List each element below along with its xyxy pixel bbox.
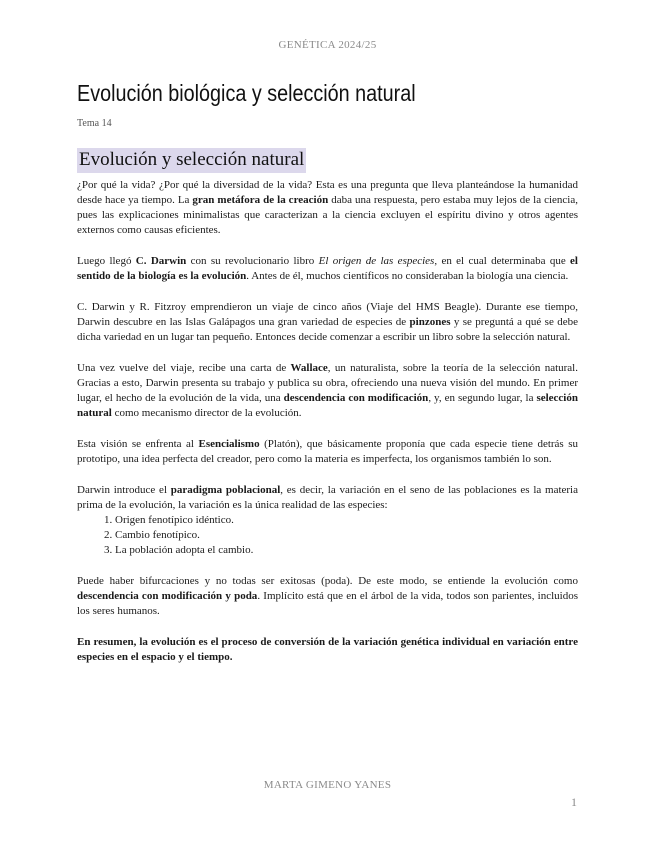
italic-book-title: El origen de las especies xyxy=(318,255,435,267)
document-title: Evolución biológica y selección natural xyxy=(77,80,416,106)
text-run: , y, en segundo lugar, la xyxy=(428,392,537,404)
bold-term: el sentido de la biología es la evolución xyxy=(77,255,578,282)
paragraph-5 xyxy=(77,437,578,467)
running-footer: MARTA GIMENO YANES xyxy=(263,779,392,791)
text-run: como mecanismo director de la evolución. xyxy=(111,407,302,419)
page-number: 1 xyxy=(571,795,577,809)
text-run: . Antes de él, muchos científicos no consideraban la biología una ciencia. xyxy=(246,270,569,282)
body-content xyxy=(77,178,578,681)
text-run: . Implícito está que en el árbol de la vida, todos son parientes, incluidos los seres humanos. xyxy=(77,590,578,617)
bold-term: paradigma poblacional xyxy=(170,484,281,496)
text-run: , en el cual determinaba que xyxy=(434,255,571,267)
bold-term: descendencia con modificación y poda xyxy=(77,590,258,602)
paragraph-7 xyxy=(77,574,578,619)
text-run: , un naturalista, sobre la teoría de la selección natural. Gracias a esto, Darwin presenta su trabajo y publica su obra, ofreciendo una nueva visión del mundo. En primer lugar, el hecho de la evolución de la vida, una xyxy=(77,362,578,404)
summary-paragraph xyxy=(77,635,578,665)
text-run: , es decir, la variación en el seno de las poblaciones es la materia prima de la evolución, la variación es la única realidad de las especies: xyxy=(77,484,578,511)
text-run: Luego llegó xyxy=(77,255,136,267)
paragraph-6 xyxy=(77,483,578,513)
bold-term: pinzones xyxy=(409,316,451,328)
text-run: Una vez vuelve del viaje, recibe una carta de xyxy=(77,362,291,374)
running-header: GENÉTICA 2024/25 xyxy=(278,39,377,51)
paragraph-1 xyxy=(77,178,578,238)
text-run: Darwin introduce el xyxy=(77,484,171,496)
text-run: daba una respuesta, pero estaba muy lejos de la ciencia, pues las explicaciones minimalistas que caracterizan a la ciencia excluyen el espíritu divino y otros agentes externos como causas eficientes. xyxy=(77,194,578,236)
list-item: 2. Cambio fenotípico. xyxy=(115,528,578,543)
paragraph-4 xyxy=(77,361,578,421)
section-heading: Evolución y selección natural xyxy=(77,148,306,173)
bold-summary: En resumen, la evolución es el proceso de conversión de la variación genética individual en variación entre especies en el espacio y el tiempo. xyxy=(77,636,578,663)
bold-term: Esencialismo xyxy=(198,438,260,450)
text-run: Puede haber bifurcaciones y no todas ser exitosas (poda). De este modo, se entiende la evolución como xyxy=(77,575,578,587)
text-run: C. Darwin y R. Fitzroy emprendieron un viaje de cinco años (Viaje del HMS Beagle). Durante ese tiempo, Darwin descubre en las Islas Galápagos una gran variedad de especies de xyxy=(77,301,578,328)
numbered-list xyxy=(77,513,578,558)
text-run: con su revolucionario libro xyxy=(186,255,319,267)
list-item: 1. Origen fenotípico idéntico. xyxy=(115,513,578,528)
text-run: y se preguntá a qué se debe dicha variedad en un lugar tan pequeño. Entonces decide comenzar a escribir un libro sobre la selección natural. xyxy=(77,316,578,343)
text-run: ¿Por qué la vida? ¿Por qué la diversidad de la vida? Esta es una pregunta que lleva planteándose la humanidad desde hace ya tiempo. La xyxy=(77,179,578,206)
list-item: 3. La población adopta el cambio. xyxy=(115,543,578,558)
topic-subtitle: Tema 14 xyxy=(77,118,112,129)
paragraph-2 xyxy=(77,254,578,284)
bold-term: Wallace xyxy=(290,362,328,374)
text-run: (Platón), que básicamente proponía que cada especie tiene detrás su prototipo, una idea perfecta del creador, pero como la materia es imperfecta, los organismos también lo son. xyxy=(77,438,578,465)
paragraph-3 xyxy=(77,300,578,345)
bold-term: gran metáfora de la creación xyxy=(192,194,329,206)
bold-term: C. Darwin xyxy=(135,255,187,267)
text-run: Esta visión se enfrenta al xyxy=(77,438,199,450)
bold-term: descendencia con modificación xyxy=(283,392,429,404)
bold-term: selección natural xyxy=(77,392,578,419)
